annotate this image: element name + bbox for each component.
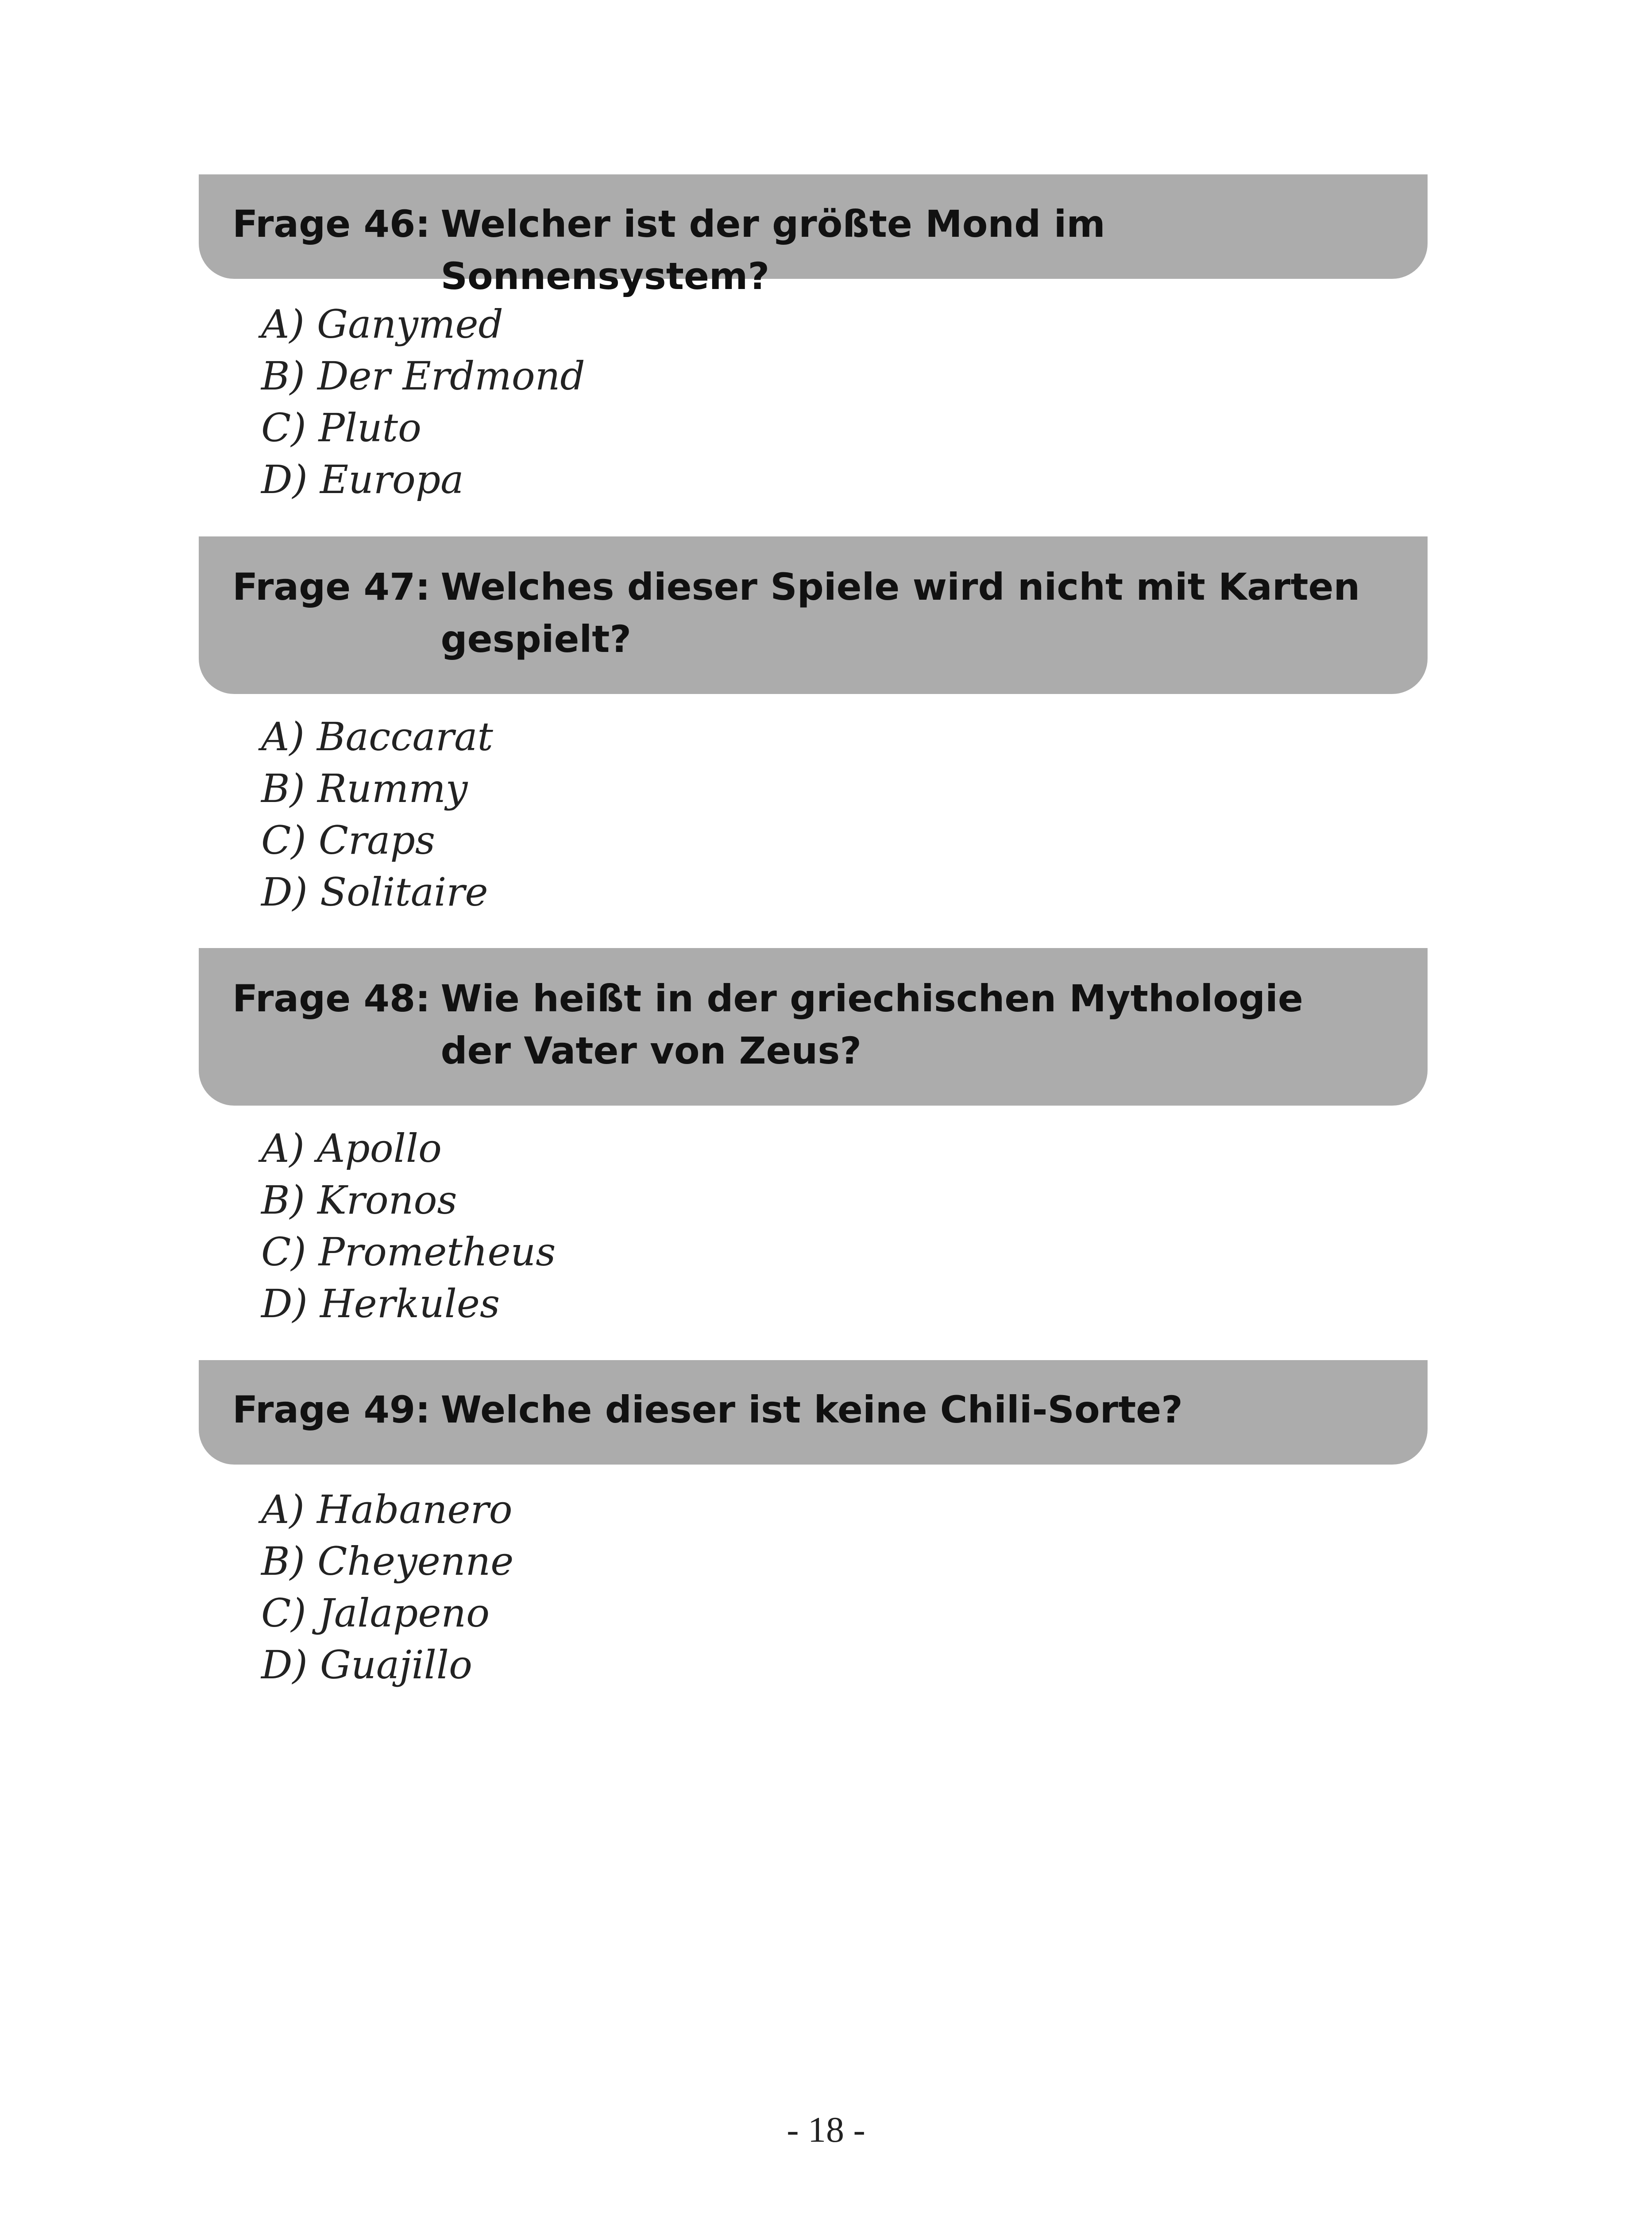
answer-option: A) Apollo xyxy=(261,1126,442,1171)
answer-option: D) Solitaire xyxy=(261,869,488,915)
question-46-header xyxy=(199,174,1428,298)
question-text: Welche dieser ist keine Chili-Sorte? xyxy=(440,1388,1183,1431)
answer-option: D) Europa xyxy=(261,457,464,502)
answer-option: C) Prometheus xyxy=(261,1229,556,1275)
answer-list-47 xyxy=(261,711,493,918)
answer-list-46 xyxy=(261,298,585,505)
answer-option: B) Der Erdmond xyxy=(261,353,585,399)
question-label: Frage 47: xyxy=(232,565,430,609)
answer-option: C) Jalapeno xyxy=(261,1590,490,1636)
question-47-header xyxy=(199,536,1428,694)
question-text: Welcher ist der größte Mond im Sonnensystem? xyxy=(440,202,1105,298)
question-48-header xyxy=(199,948,1428,1106)
question-text: Welches dieser Spiele wird nicht mit Karten gespielt? xyxy=(440,565,1360,661)
answer-option: A) Baccarat xyxy=(261,714,493,760)
answer-option: D) Herkules xyxy=(261,1281,500,1326)
answer-option: A) Ganymed xyxy=(261,301,503,347)
answer-option: D) Guajillo xyxy=(261,1642,472,1688)
answer-option: C) Craps xyxy=(261,817,435,863)
question-49-header xyxy=(199,1360,1428,1465)
answer-list-48 xyxy=(261,1122,556,1330)
question-text: Wie heißt in der griechischen Mythologie der Vater von Zeus? xyxy=(440,977,1303,1072)
answer-option: A) Habanero xyxy=(261,1487,513,1532)
answer-list-49 xyxy=(261,1484,513,1691)
answer-option: B) Rummy xyxy=(261,766,468,811)
answer-option: B) Cheyenne xyxy=(261,1538,514,1584)
question-label: Frage 48: xyxy=(232,977,430,1020)
question-label: Frage 49: xyxy=(232,1388,430,1431)
answer-option: C) Pluto xyxy=(261,405,422,451)
question-label: Frage 46: xyxy=(232,202,430,246)
page-number: - 18 - xyxy=(787,2109,865,2150)
answer-option: B) Kronos xyxy=(261,1177,457,1223)
